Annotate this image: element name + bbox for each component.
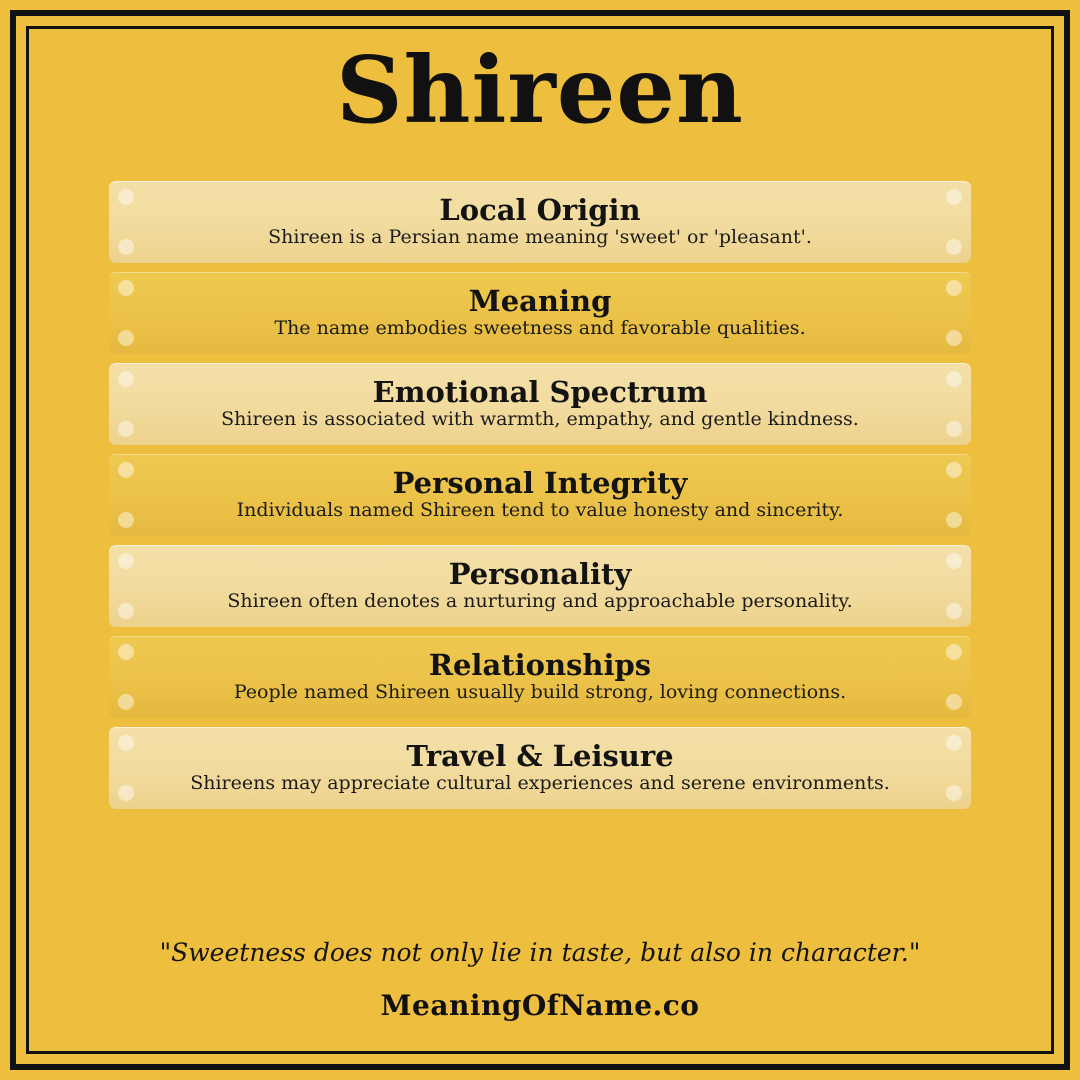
trait-card [109,272,971,354]
trait-card-heading: Meaning [468,283,612,318]
stud-icon [118,371,134,387]
poster-content [30,30,1050,1050]
stud-icon [118,421,134,437]
trait-card-description: People named Shireen usually build strong, loving connections. [233,680,847,703]
brand-name: MeaningOfName.co [380,989,700,1022]
stud-icon [946,785,962,801]
stud-icon [946,421,962,437]
stud-icon [118,603,134,619]
stud-icon [946,371,962,387]
trait-card-description: Individuals named Shireen tend to value honesty and sincerity. [236,498,844,521]
stud-icon [118,462,134,478]
trait-card-heading: Relationships [428,647,652,682]
page-title: Shireen [336,36,744,144]
stud-icon [118,239,134,255]
stud-icon [946,239,962,255]
stud-icon [946,735,962,751]
trait-card [109,363,971,445]
footer-quote: "Sweetness does not only lie in taste, but also in character." [159,938,921,967]
poster-footer [30,938,1050,1050]
stud-icon [118,280,134,296]
trait-card [109,545,971,627]
trait-card-heading: Local Origin [439,192,641,227]
stud-icon [118,694,134,710]
stud-icon [946,644,962,660]
trait-card [109,454,971,536]
trait-card-description: Shireen is a Persian name meaning 'sweet' or 'pleasant'. [268,225,812,248]
trait-card [109,727,971,809]
trait-card-heading: Personal Integrity [392,465,688,500]
trait-card [109,181,971,263]
stud-icon [946,330,962,346]
trait-card-heading: Travel & Leisure [406,738,674,773]
stud-icon [118,785,134,801]
trait-card-description: The name embodies sweetness and favorable qualities. [274,316,806,339]
trait-card [109,636,971,718]
trait-card-heading: Personality [448,556,632,591]
stud-icon [946,694,962,710]
trait-card-heading: Emotional Spectrum [372,374,708,409]
stud-icon [946,280,962,296]
stud-icon [946,553,962,569]
stud-icon [118,189,134,205]
trait-card-description: Shireen often denotes a nurturing and approachable personality. [227,589,853,612]
trait-card-list [109,181,971,818]
stud-icon [118,330,134,346]
stud-icon [118,512,134,528]
trait-card-description: Shireen is associated with warmth, empathy, and gentle kindness. [221,407,859,430]
stud-icon [946,189,962,205]
trait-card-description: Shireens may appreciate cultural experiences and serene environments. [190,771,890,794]
stud-icon [118,735,134,751]
stud-icon [946,512,962,528]
stud-icon [118,553,134,569]
stud-icon [946,603,962,619]
stud-icon [118,644,134,660]
stud-icon [946,462,962,478]
